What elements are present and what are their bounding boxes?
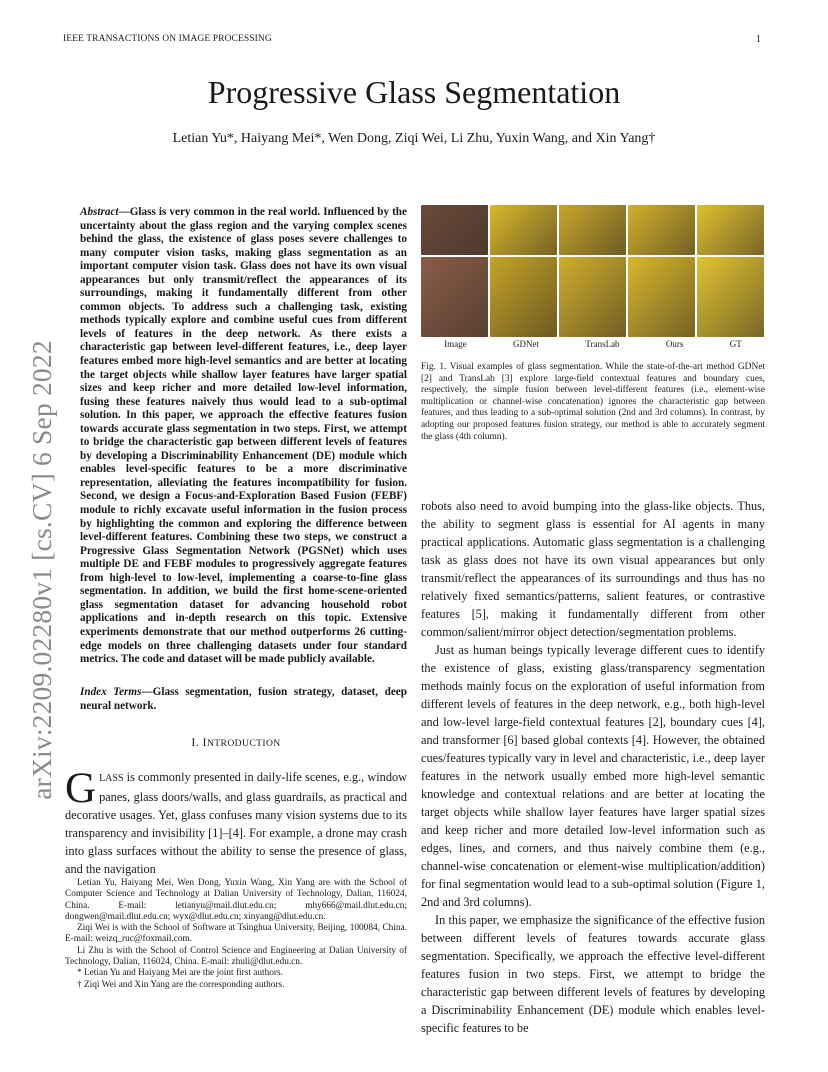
figure-image (421, 257, 488, 337)
figure-image (697, 257, 764, 337)
figure-row-2 (421, 257, 765, 337)
column-label: Ours (665, 339, 684, 349)
intro-paragraph (65, 765, 407, 878)
figure-image (421, 205, 488, 255)
footnotes (65, 878, 407, 991)
figure-1 (421, 205, 765, 349)
index-terms-text: —Glass segmentation, fusion strategy, dataset, deep neural network. (80, 686, 407, 712)
abstract-text: —Glass is very common in the real world. Influenced by the uncertainty about the glass region and the varying complex scenes behind the glass, the existence of glass poses severe challenges to many computer vision tasks, making glass segmentation as an important computer vision task. Glass does not have its own visual appearances but only transmit/reflect the appearances of its surroundings, making it fundamentally different from other common objects. To address such a challenging task, existing methods typically explore and combine useful cues from different levels of features in the deep network. As there exists a characteristic gap between level-different features, i.e., deep layer features embed more high-level semantics and are better at locating the target objects while shallow layer features have larger spatial sizes and keep richer and more detailed low-level information, fusing these features naively thus would lead to a sub-optimal solution. In this paper, we approach the effective features fusion towards accurate glass segmentation in two steps. First, we attempt to bridge the characteristic gap between different levels of features by developing a Discriminability Enhancement (DE) module which enables level-specific features to be a more discriminative representation, alleviating the features incompatibility for fusion. Second, we design a Focus-and-Exploration Based Fusion (FEBF) module to richly excavate useful information in the fusion process by highlighting the common and exploring the difference between level-different features. Combining these two steps, we construct a Progressive Glass Segmentation Network (PGSNet) which uses multiple DE and FEBF modules to progressively aggregate features from high-level to low-level, implementing a coarse-to-fine glass segmentation. In addition, we build the first home-scene-oriented glass segmentation dataset for advancing household robot applications and in-depth research on this topic. Extensive experiments demonstrate that our method outperforms 26 cutting-edge models on three challenging datasets under four standard metrics. The code and dataset will be made publicly available. (80, 206, 407, 666)
abstract (80, 206, 407, 667)
footnote: Li Zhu is with the School of Control Science and Engineering at Dalian University of Technology, Dalian, 116024, China. E-mail: zhuli@dlut.edu.cn. (65, 945, 407, 968)
paragraph: In this paper, we emphasize the significance of the effective fusion between different levels of features towards accurate glass segmentation. Specifically, we approach the effective level-different features fusion in two steps. First, we attempt to bridge the characteristic gap between different levels of features by developing a Discriminability Enhancement (DE) module which enables level-specific features to be (421, 913, 765, 1035)
index-terms-label: Index Terms (80, 686, 142, 698)
abstract-label: Abstract (80, 206, 119, 218)
figure-image (490, 257, 557, 337)
right-column-text (421, 497, 765, 1037)
index-terms (80, 686, 407, 713)
paragraph: robots also need to avoid bumping into the glass-like objects. Thus, the ability to segment glass is essential for AI agents in many practical applications. Automatic glass segmentation is a challenging task as glass does not have its own visual appearances but only transmit/reflect the appearances of its surroundings and thus has no relatively fixed semantics/patterns, salient features, or contrastive features [5], making it fundamentally different from other common/salient/mirror object detection/segmentation problems. (421, 499, 765, 639)
footnote: Letian Yu, Haiyang Mei, Wen Dong, Yuxin Wang, Xin Yang are with the School of Computer Science and Technology at Dalian University of Technology, Dalian, 116024, China. E-mail: letianyu@mail.dlut.edu.cn; mhy666@mail.dlut.edu.cn; dongwen@mail.dlut.edu.cn; wyx@dlut.edu.cn; xinyang@dlut.edu.cn. (65, 878, 407, 922)
page-number: 1 (756, 34, 761, 45)
column-label: GT (729, 339, 742, 349)
column-label: GDNet (513, 339, 540, 349)
arxiv-stamp: arXiv:2209.02280v1 [cs.CV] 6 Sep 2022 (26, 340, 57, 800)
footnote: † Ziqi Wei and Xin Yang are the corresponding authors. (77, 979, 285, 990)
section-number: I. (191, 735, 203, 749)
footnote: Ziqi Wei is with the School of Software at Tsinghua University, Beijing, 100084, China. E-mail: weizq_ruc@foxmail.com. (65, 923, 407, 945)
drop-cap: G (65, 765, 97, 812)
running-header: IEEE TRANSACTIONS ON IMAGE PROCESSING (63, 34, 272, 44)
section-first-letter: I (202, 735, 207, 749)
figure-image (490, 205, 557, 255)
figure-image (697, 205, 764, 255)
footnote: * Letian Yu and Haiyang Mei are the joint first authors. (77, 968, 283, 979)
author-list: Letian Yu*, Haiyang Mei*, Wen Dong, Ziqi Wei, Li Zhu, Yuxin Wang, and Xin Yang† (172, 131, 656, 146)
figure-image (628, 205, 695, 255)
column-label: TransLab (585, 339, 620, 349)
figure-caption: Fig. 1. Visual examples of glass segmentation. While the state-of-the-art method GDNet [2] and TransLab [3] explore large-field contextual features and boundary cues, respectively, the simple fusion between level-different features (i.e., element-wise multiplication or channel-wise concatenation) ignores the characteristic gap between features, and thus leading to a sub-optimal solution (2nd and 3rd columns). In contrast, by adopting our proposed features fusion strategy, our method is able to accurately segment the glass (4th column). (421, 362, 765, 442)
column-label: Image (444, 339, 467, 349)
section-heading-introduction (65, 735, 407, 750)
paragraph: Just as human beings typically leverage different cues to identify the existence of glass, existing glass/transparency segmentation methods mainly focus on the exploration of useful information from different levels of features in the deep network, e.g., both high-level and low-level large-field contextual features [2], boundary cues [4], and transformer [6] based global contexts [4]. However, the obtained cues/features typically vary in level and characteristic, i.e., deep layer features in the network usually embed more high-level semantic knowledge and contextual relations and are better at locating the target objects while shallow layer features have larger spatial sizes and keep richer and more detailed low-level information such as edges, lines, and corners, and thus naively combine them (e.g., channel-wise concatenation or element-wise multiplication/addition) for final segmentation would lead to a sub-optimal solution (Figure 1, 2nd and 3rd columns). (421, 643, 765, 909)
figure-image (628, 257, 695, 337)
figure-image (559, 257, 626, 337)
intro-text: is commonly presented in daily-life scenes, e.g., window panes, glass doors/walls, and glass guardrails, as practical and decorative usages. Yet, glass confuses many vision systems due to its transparency and invisibility [1]–[4]. For example, a drone may crash into glass surfaces without the ability to sense the presence of glass, and the navigation (65, 770, 407, 876)
figure-column-labels (421, 339, 765, 349)
intro-lead: LASS (99, 773, 124, 784)
section-rest: NTRODUCTION (206, 738, 281, 749)
paper-title: Progressive Glass Segmentation (207, 74, 621, 110)
figure-image (559, 205, 626, 255)
figure-row-1 (421, 205, 765, 255)
